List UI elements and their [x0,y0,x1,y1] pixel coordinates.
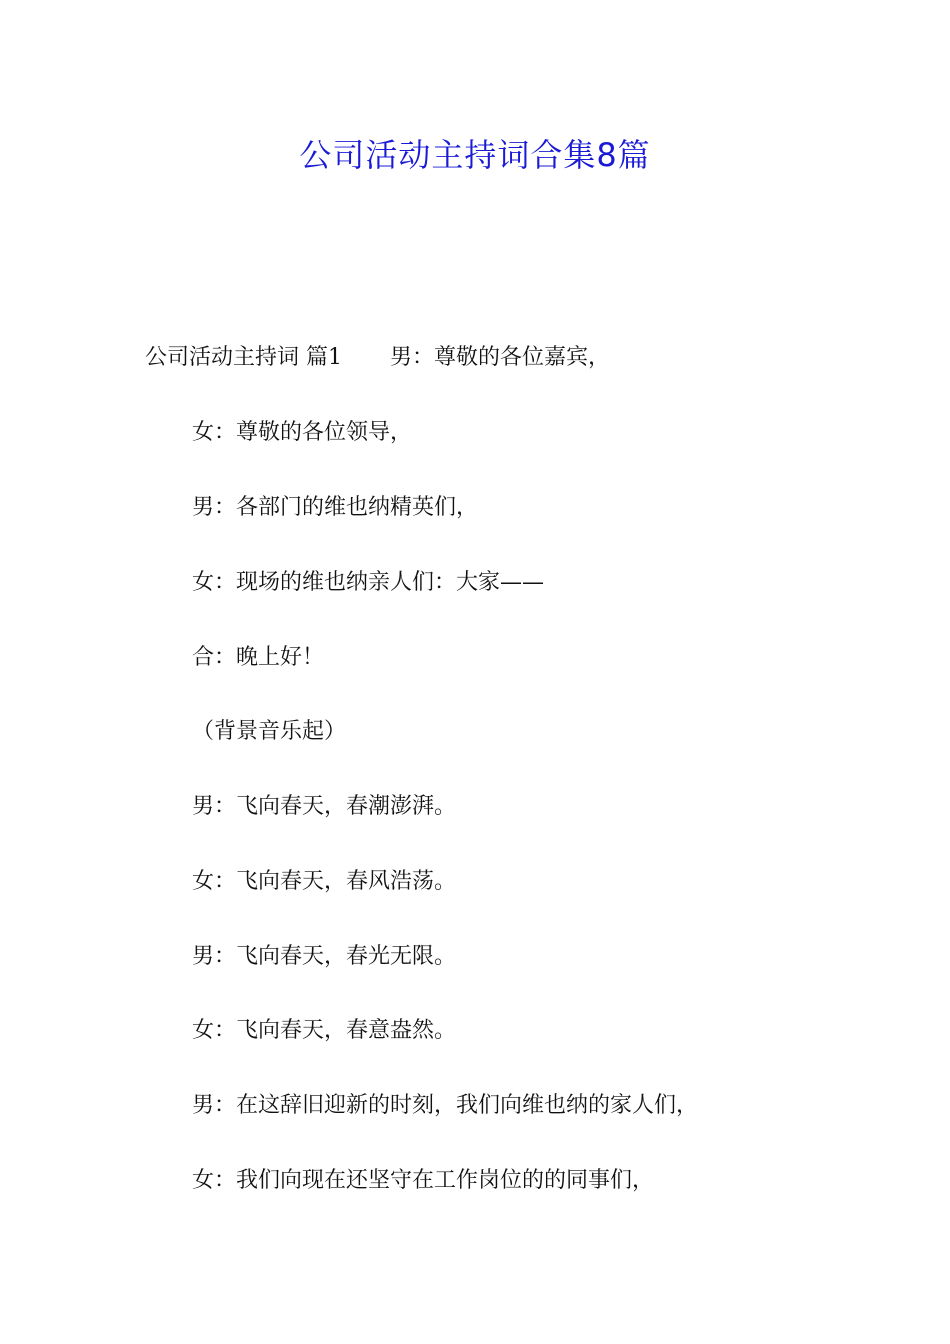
speech-line: 男：尊敬的各位嘉宾， [390,345,611,370]
speech-line: 男：飞向春天，春光无限。 [192,944,457,969]
stage-direction: （背景音乐起） [192,719,347,744]
speech-line: 男：飞向春天，春潮澎湃。 [192,794,457,819]
speech-line: 男：在这辞旧迎新的时刻，我们向维也纳的家人们， [192,1093,699,1118]
speech-line: 合：晚上好！ [192,645,325,670]
speech-line: 女：尊敬的各位领导， [192,420,413,445]
document-title: 公司活动主持词合集8篇 [299,136,651,174]
speech-line: 女：飞向春天，春意盎然。 [192,1018,457,1043]
speech-line: 男：各部门的维也纳精英们， [192,495,479,520]
speech-line: 女：我们向现在还坚守在工作岗位的的同事们， [192,1168,655,1193]
first-paragraph [145,343,610,373]
section-heading: 公司活动主持词 篇1 [145,345,342,370]
speech-line: 女：飞向春天，春风浩荡。 [192,869,457,894]
speech-line: 女：现场的维也纳亲人们：大家—— [192,570,545,595]
